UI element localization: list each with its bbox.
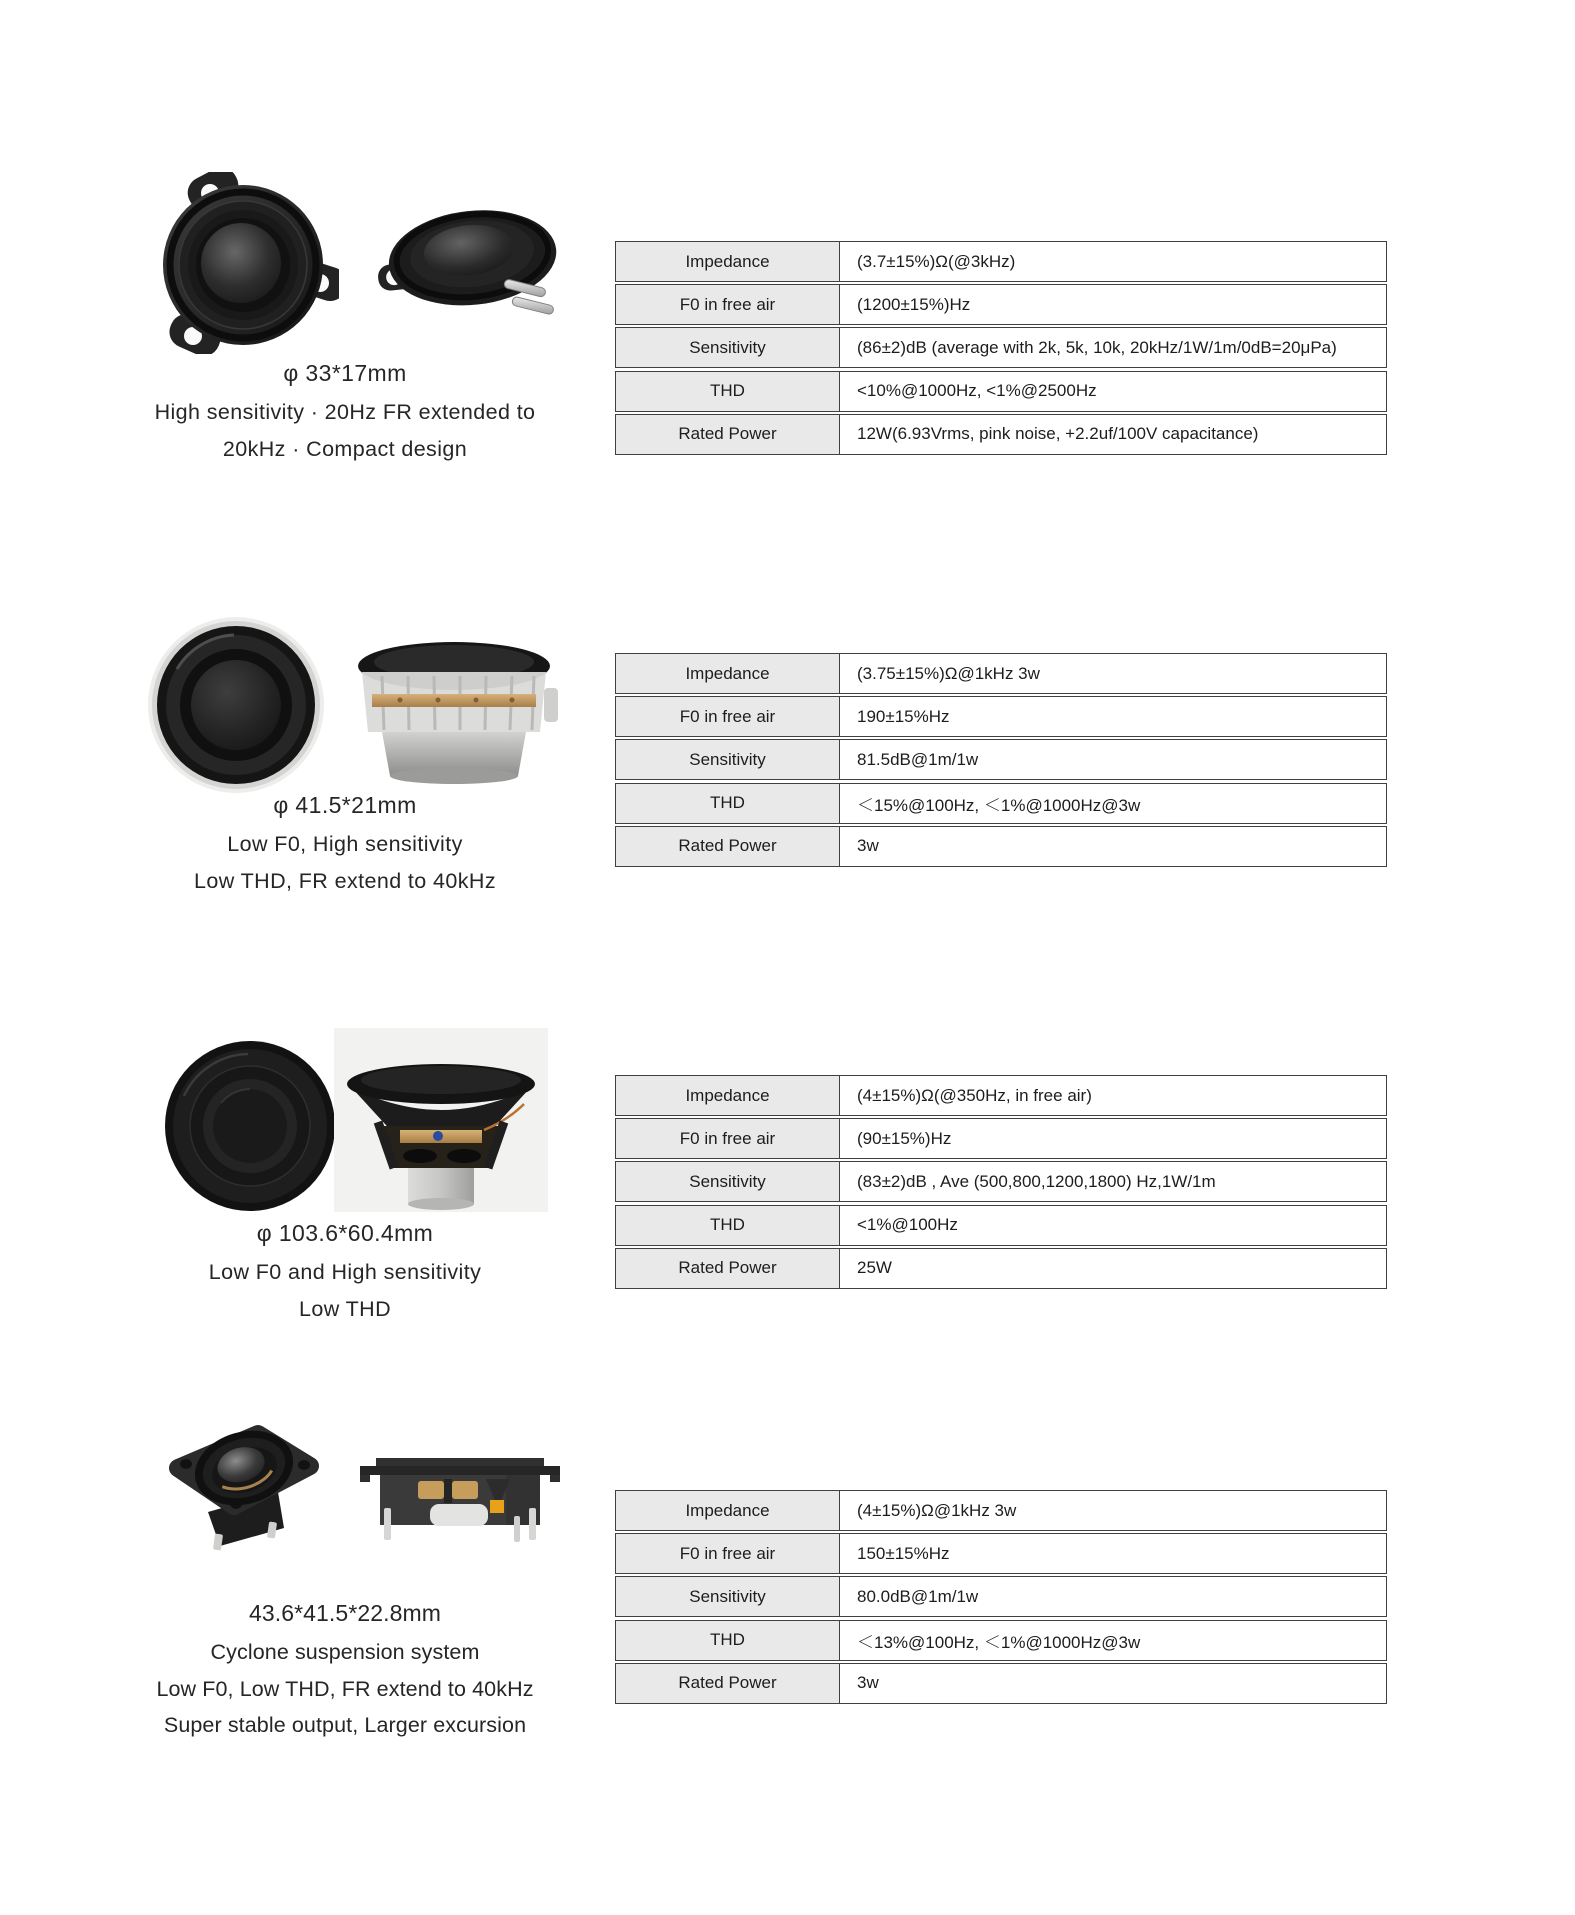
product-1-feature-line: High sensitivity · 20Hz FR extended to: [154, 400, 536, 424]
spec-value-thd: <10%@1000Hz, <1%@2500Hz: [857, 381, 1097, 401]
product-4-feature-line: Low F0, Low THD, FR extend to 40kHz: [156, 1676, 534, 1701]
spec-value-thd: <1%@100Hz: [857, 1215, 958, 1235]
spec-row-impedance: [615, 1490, 1387, 1531]
spec-label-impedance: Impedance: [616, 654, 840, 693]
product-3-dimension: φ 103.6*60.4mm: [256, 1220, 434, 1246]
product-3-spec-table: [615, 1075, 1387, 1291]
spec-value-sensitivity: (83±2)dB , Ave (500,800,1200,1800) Hz,1W/1m: [857, 1171, 1216, 1191]
product-3-feature-line: Low F0 and High sensitivity: [208, 1260, 482, 1284]
product-1-caption: [95, 358, 595, 468]
product-1-spec-table: [615, 241, 1387, 457]
spec-value-f0: (1200±15%)Hz: [857, 294, 971, 314]
spec-label-rated-power: Rated Power: [616, 1664, 840, 1703]
product-2-dimension: φ 41.5*21mm: [273, 792, 417, 818]
spec-row-sensitivity: [615, 1161, 1387, 1202]
spec-value-impedance: (4±15%)Ω(@350Hz, in free air): [857, 1085, 1092, 1105]
spec-value-impedance: (3.75±15%)Ω@1kHz 3w: [857, 663, 1040, 683]
product-4-feature-line: Cyclone suspension system: [210, 1640, 480, 1664]
product-1-side-photo: [375, 198, 567, 326]
product-2-spec-table: [615, 653, 1387, 869]
spec-value-sensitivity: 81.5dB@1m/1w: [857, 749, 979, 769]
product-2-feature-line: Low F0, High sensitivity: [227, 832, 463, 856]
spec-row-f0: [615, 1118, 1387, 1159]
product-2-side-photo: [352, 636, 560, 788]
spec-label-rated-power: Rated Power: [616, 1249, 840, 1288]
spec-row-rated-power: [615, 1248, 1387, 1289]
spec-row-thd: [615, 1620, 1387, 1661]
spec-value-sensitivity: 80.0dB@1m/1w: [857, 1586, 979, 1606]
spec-row-rated-power: [615, 1663, 1387, 1704]
spec-label-rated-power: Rated Power: [616, 827, 840, 866]
spec-value-thd: ＜13%@100Hz, ＜1%@1000Hz@3w: [857, 1632, 1141, 1652]
product-4-spec-table: [615, 1490, 1387, 1706]
spec-value-f0: (90±15%)Hz: [857, 1128, 952, 1148]
product-1-feature-line: 20kHz · Compact design: [222, 437, 468, 461]
product-4-dimension: 43.6*41.5*22.8mm: [248, 1600, 442, 1626]
product-4-caption: [95, 1598, 595, 1744]
spec-label-sensitivity: Sensitivity: [616, 328, 840, 367]
product-3-caption: [95, 1218, 595, 1328]
product-2-front-photo: [147, 615, 325, 795]
product-2-caption: [95, 790, 595, 900]
spec-row-impedance: [615, 653, 1387, 694]
spec-label-sensitivity: Sensitivity: [616, 1162, 840, 1201]
spec-label-impedance: Impedance: [616, 242, 840, 281]
product-3-front-photo: [164, 1040, 336, 1212]
spec-label-rated-power: Rated Power: [616, 415, 840, 454]
spec-value-rated-power: 25W: [857, 1258, 892, 1278]
spec-label-thd: THD: [616, 784, 840, 823]
spec-label-f0: F0 in free air: [616, 1534, 840, 1573]
spec-row-sensitivity: [615, 1576, 1387, 1617]
spec-row-sensitivity: [615, 739, 1387, 780]
product-3-feature-line: Low THD: [298, 1297, 391, 1321]
spec-row-f0: [615, 696, 1387, 737]
spec-row-rated-power: [615, 826, 1387, 867]
spec-label-thd: THD: [616, 1621, 840, 1660]
spec-label-thd: THD: [616, 1206, 840, 1245]
spec-value-thd: ＜15%@100Hz, ＜1%@1000Hz@3w: [857, 795, 1141, 815]
product-4-side-photo: [356, 1446, 564, 1550]
spec-label-impedance: Impedance: [616, 1076, 840, 1115]
spec-value-impedance: (3.7±15%)Ω(@3kHz): [857, 251, 1016, 271]
spec-row-impedance: [615, 1075, 1387, 1116]
product-1-front-photo: [147, 172, 339, 354]
spec-value-impedance: (4±15%)Ω@1kHz 3w: [857, 1500, 1017, 1520]
spec-value-f0: 150±15%Hz: [857, 1543, 950, 1563]
spec-value-rated-power: 3w: [857, 1673, 879, 1693]
spec-row-sensitivity: [615, 327, 1387, 368]
spec-label-f0: F0 in free air: [616, 697, 840, 736]
spec-value-rated-power: 3w: [857, 836, 879, 856]
spec-row-f0: [615, 284, 1387, 325]
spec-value-rated-power: 12W(6.93Vrms, pink noise, +2.2uf/100V capacitance): [857, 424, 1259, 444]
spec-row-f0: [615, 1533, 1387, 1574]
spec-row-rated-power: [615, 414, 1387, 455]
product-4-feature-line: Super stable output, Larger excursion: [163, 1713, 527, 1737]
spec-label-thd: THD: [616, 372, 840, 411]
product-3-side-photo: [334, 1028, 548, 1212]
spec-label-f0: F0 in free air: [616, 1119, 840, 1158]
product-2-feature-line: Low THD, FR extend to 40kHz: [194, 869, 496, 893]
spec-row-thd: [615, 371, 1387, 412]
spec-label-sensitivity: Sensitivity: [616, 740, 840, 779]
spec-label-impedance: Impedance: [616, 1491, 840, 1530]
spec-row-thd: [615, 783, 1387, 824]
spec-value-sensitivity: (86±2)dB (average with 2k, 5k, 10k, 20kHz/1W/1m/0dB=20μPa): [857, 337, 1337, 357]
spec-label-f0: F0 in free air: [616, 285, 840, 324]
spec-row-thd: [615, 1205, 1387, 1246]
spec-value-f0: 190±15%Hz: [857, 706, 950, 726]
product-4-front-photo: [148, 1416, 332, 1564]
product-1-dimension: φ 33*17mm: [283, 360, 407, 386]
spec-row-impedance: [615, 241, 1387, 282]
spec-label-sensitivity: Sensitivity: [616, 1577, 840, 1616]
